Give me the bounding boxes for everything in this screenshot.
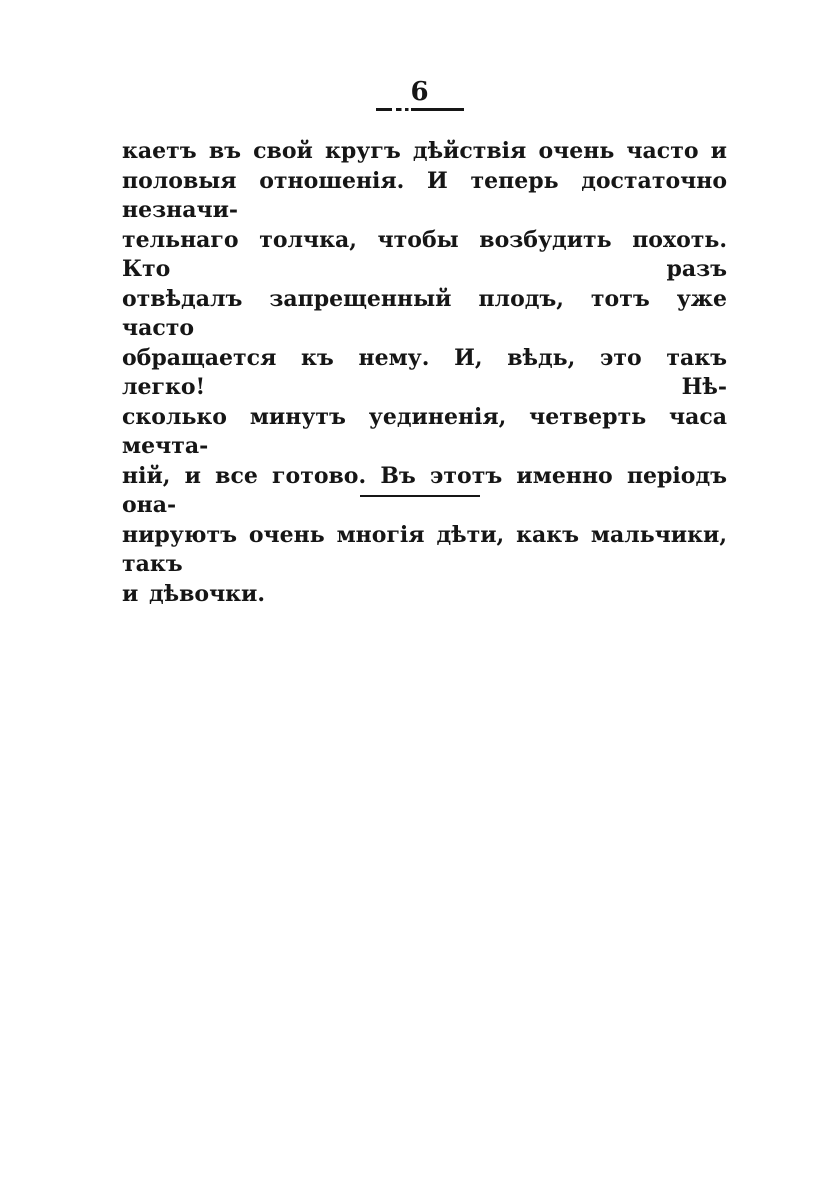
text-line: ній, и все готово. Въ этотъ именно періодъ она- [122, 462, 727, 518]
text-line: обращается къ нему. И, вѣдь, это такъ легко! Нѣ- [122, 344, 727, 400]
text-line: и дѣвочки. [122, 580, 266, 607]
page-number-underline [376, 108, 464, 111]
text-line: тельнаго толчка, чтобы возбудить похоть. Кто разъ [122, 226, 727, 282]
page-number: 6 [410, 77, 430, 107]
text-line: половыя отношенія. И теперь достаточно незначи- [122, 167, 727, 223]
page-header [0, 79, 840, 111]
text-line: нируютъ очень многія дѣти, какъ мальчики, такъ [122, 521, 727, 577]
text-line: сколько минутъ уединенія, четверть часа мечта- [122, 403, 727, 459]
section-divider-rule [360, 495, 480, 497]
text-line: отвѣдалъ запрещенный плодъ, тотъ уже часто [122, 285, 727, 341]
text-line: каетъ въ свой кругъ дѣйствія очень часто и [122, 138, 727, 164]
body-paragraph [122, 137, 727, 609]
